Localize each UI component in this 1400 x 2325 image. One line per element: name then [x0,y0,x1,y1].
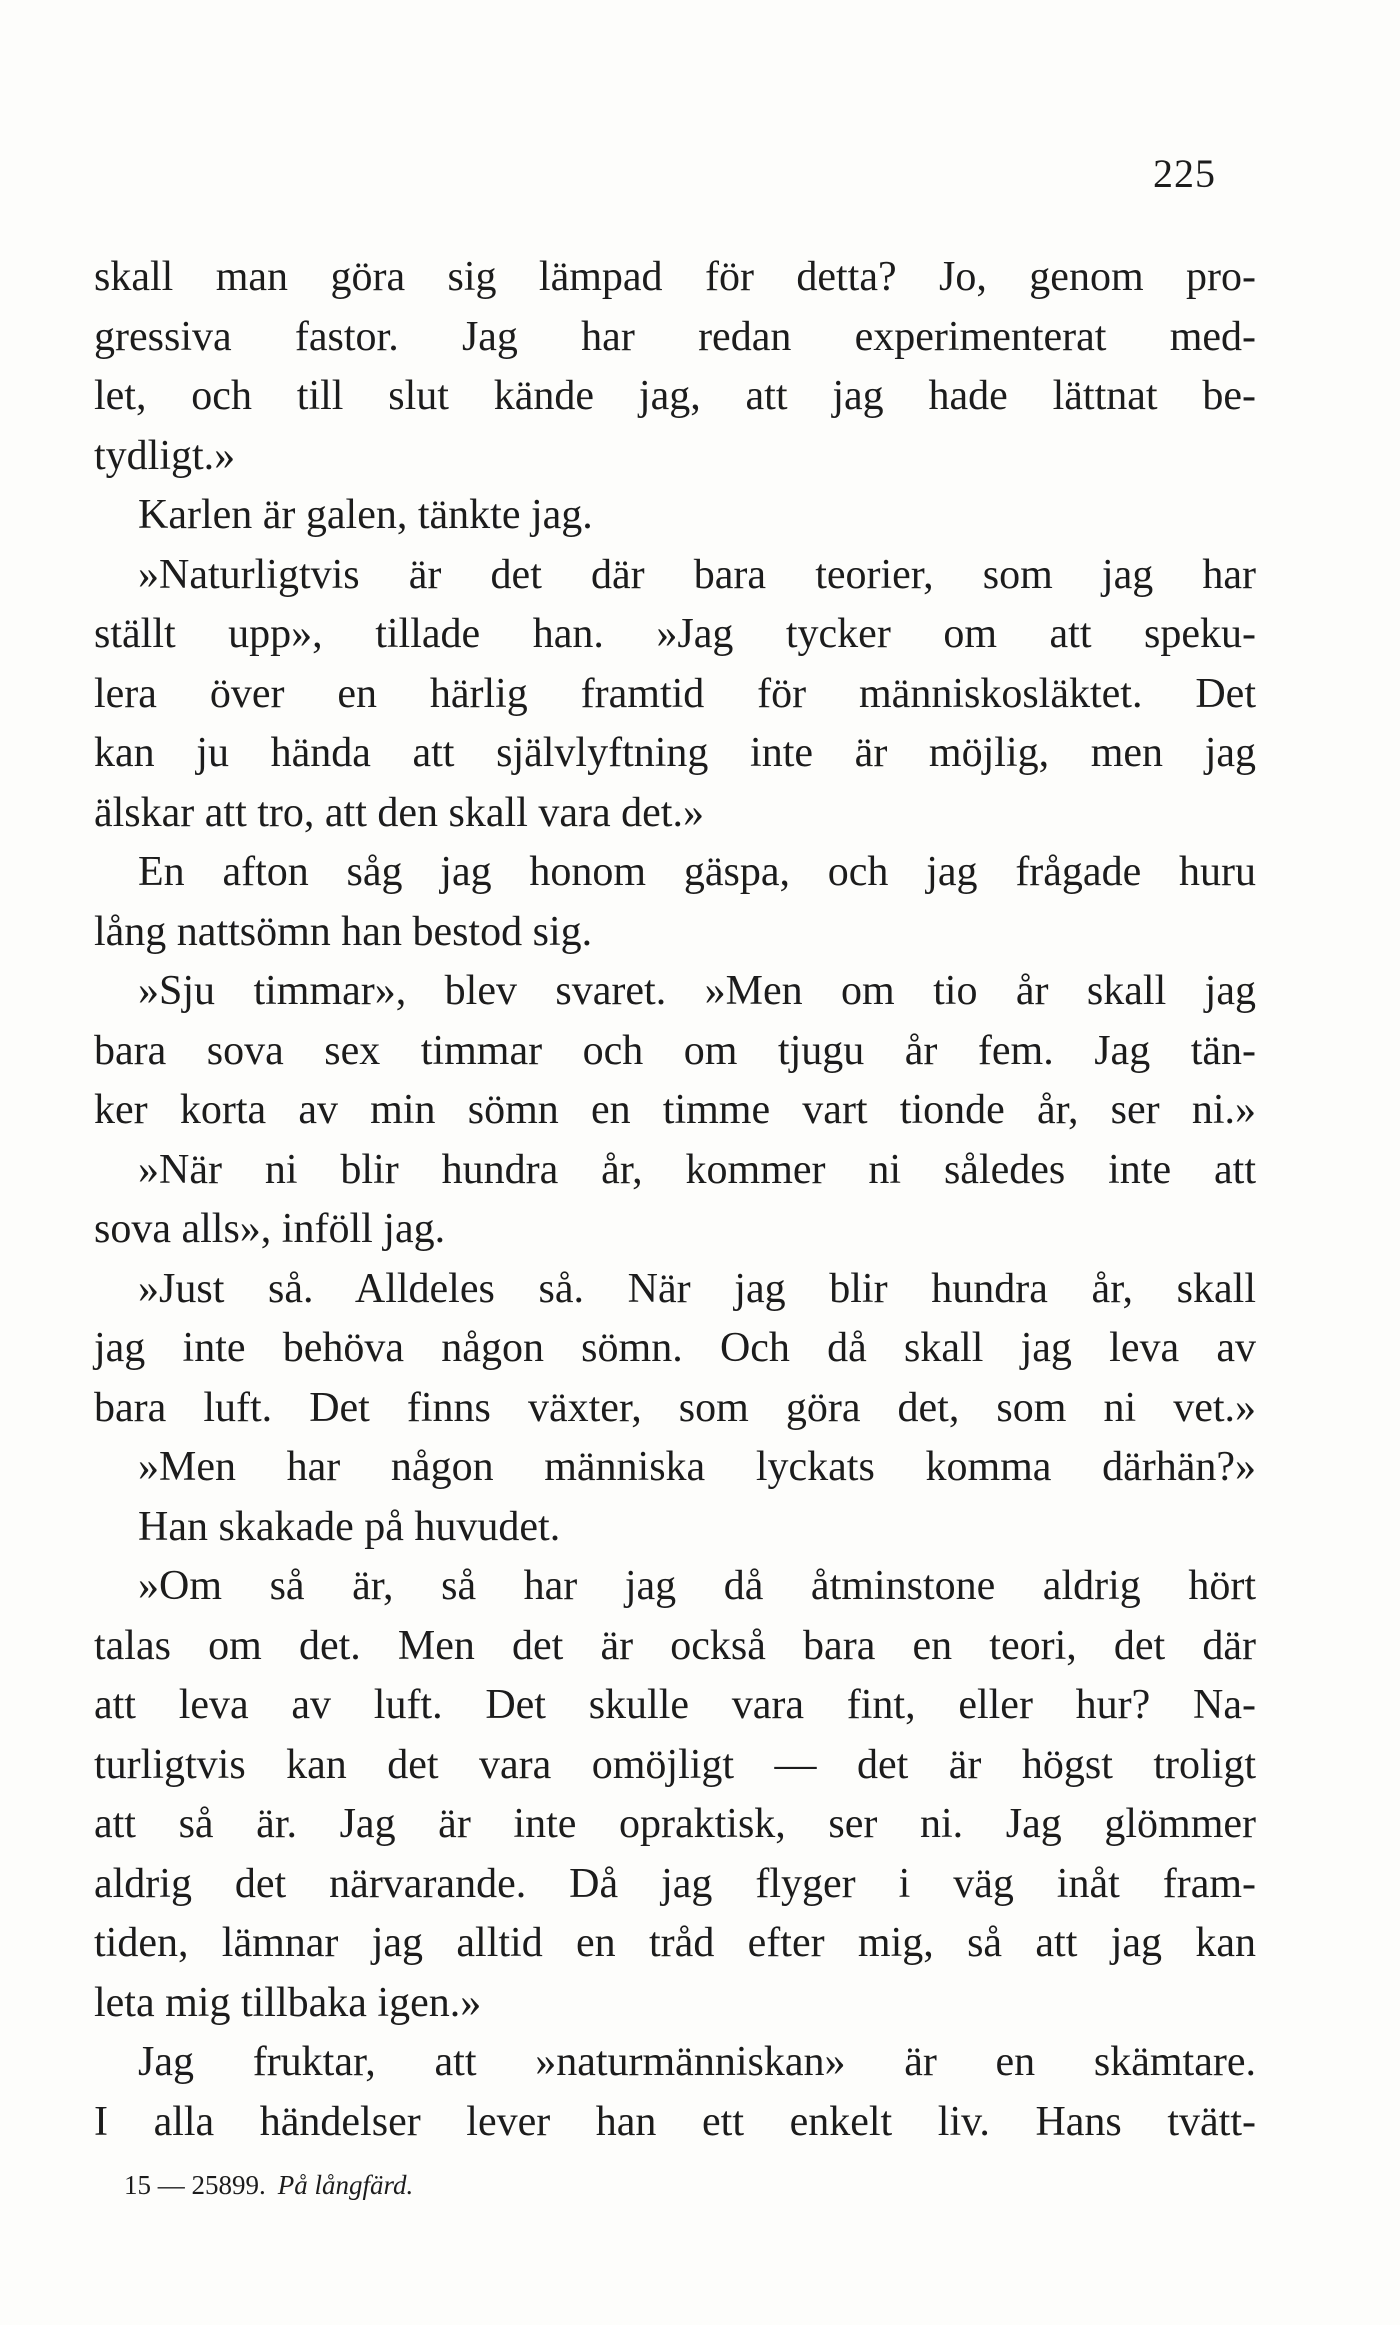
text-line: »Men har någon människa lyckats komma därhän?» [138,1444,1256,1490]
text-line: En afton såg jag honom gäspa, och jag frågade huru [138,849,1256,895]
page-number: 225 [1153,151,1216,196]
text-line: »Naturligtvis är det där bara teorier, som jag har [138,551,1256,598]
text-line: skall man göra sig lämpad för detta? Jo, genom pro- [94,254,1256,300]
text-line: sova alls», inföll jag. [94,1206,446,1252]
printer-signature: 15 — 25899. [124,2170,266,2200]
text-line: Karlen är galen, tänkte jag. [138,492,593,538]
text-line: bara luft. Det finns växter, som göra det, som ni vet.» [94,1384,1256,1431]
text-line: kan ju hända att självlyftning inte är möjlig, men jag [94,730,1256,776]
text-line: »När ni blir hundra år, kommer ni således inte att [138,1146,1256,1193]
text-line: Jag fruktar, att »naturmänniskan» är en skämtare. [138,2039,1256,2085]
text-line: gressiva fastor. Jag har redan experimenterat med- [94,313,1256,360]
text-line: jag inte behöva någon sömn. Och då skall jag leva av [94,1325,1256,1371]
text-line: turligtvis kan det vara omöjligt — det är högst troligt [94,1741,1256,1788]
text-line: lera över en härlig framtid för människosläktet. Det [94,670,1256,717]
text-line: talas om det. Men det är också bara en teori, det där [94,1622,1256,1669]
body-text [94,248,1256,2152]
text-line: Han skakade på huvudet. [138,1503,561,1550]
book-title: På långfärd. [277,2170,414,2200]
text-line: tiden, lämnar jag alltid en tråd efter mig, så att jag kan [94,1920,1256,1966]
page-footer [124,2170,413,2201]
text-line: att leva av luft. Det skulle vara fint, eller hur? Na- [94,1682,1256,1728]
text-line: älskar att tro, att den skall vara det.» [94,789,704,836]
text-line: I alla händelser lever han ett enkelt liv. Hans tvätt- [94,2098,1256,2145]
text-line: tydligt.» [94,432,236,479]
text-line: aldrig det närvarande. Då jag flyger i väg inåt fram- [94,1860,1256,1907]
text-line: lång nattsömn han bestod sig. [94,908,593,955]
text-line: »Om så är, så har jag då åtminstone aldrig hört [138,1563,1256,1609]
text-line: att så är. Jag är inte opraktisk, ser ni. Jag glömmer [94,1801,1256,1847]
text-line: let, och till slut kände jag, att jag hade lättnat be- [94,373,1256,419]
text-line: ker korta av min sömn en timme vart tionde år, ser ni.» [94,1087,1256,1133]
text-line: »Just så. Alldeles så. När jag blir hundra år, skall [138,1265,1256,1312]
text-line: ställt upp», tillade han. »Jag tycker om att speku- [94,611,1256,657]
text-line: bara sova sex timmar och om tjugu år fem. Jag tän- [94,1027,1256,1074]
text-line: leta mig tillbaka igen.» [94,1979,482,2026]
text-line: »Sju timmar», blev svaret. »Men om tio år skall jag [138,968,1256,1014]
